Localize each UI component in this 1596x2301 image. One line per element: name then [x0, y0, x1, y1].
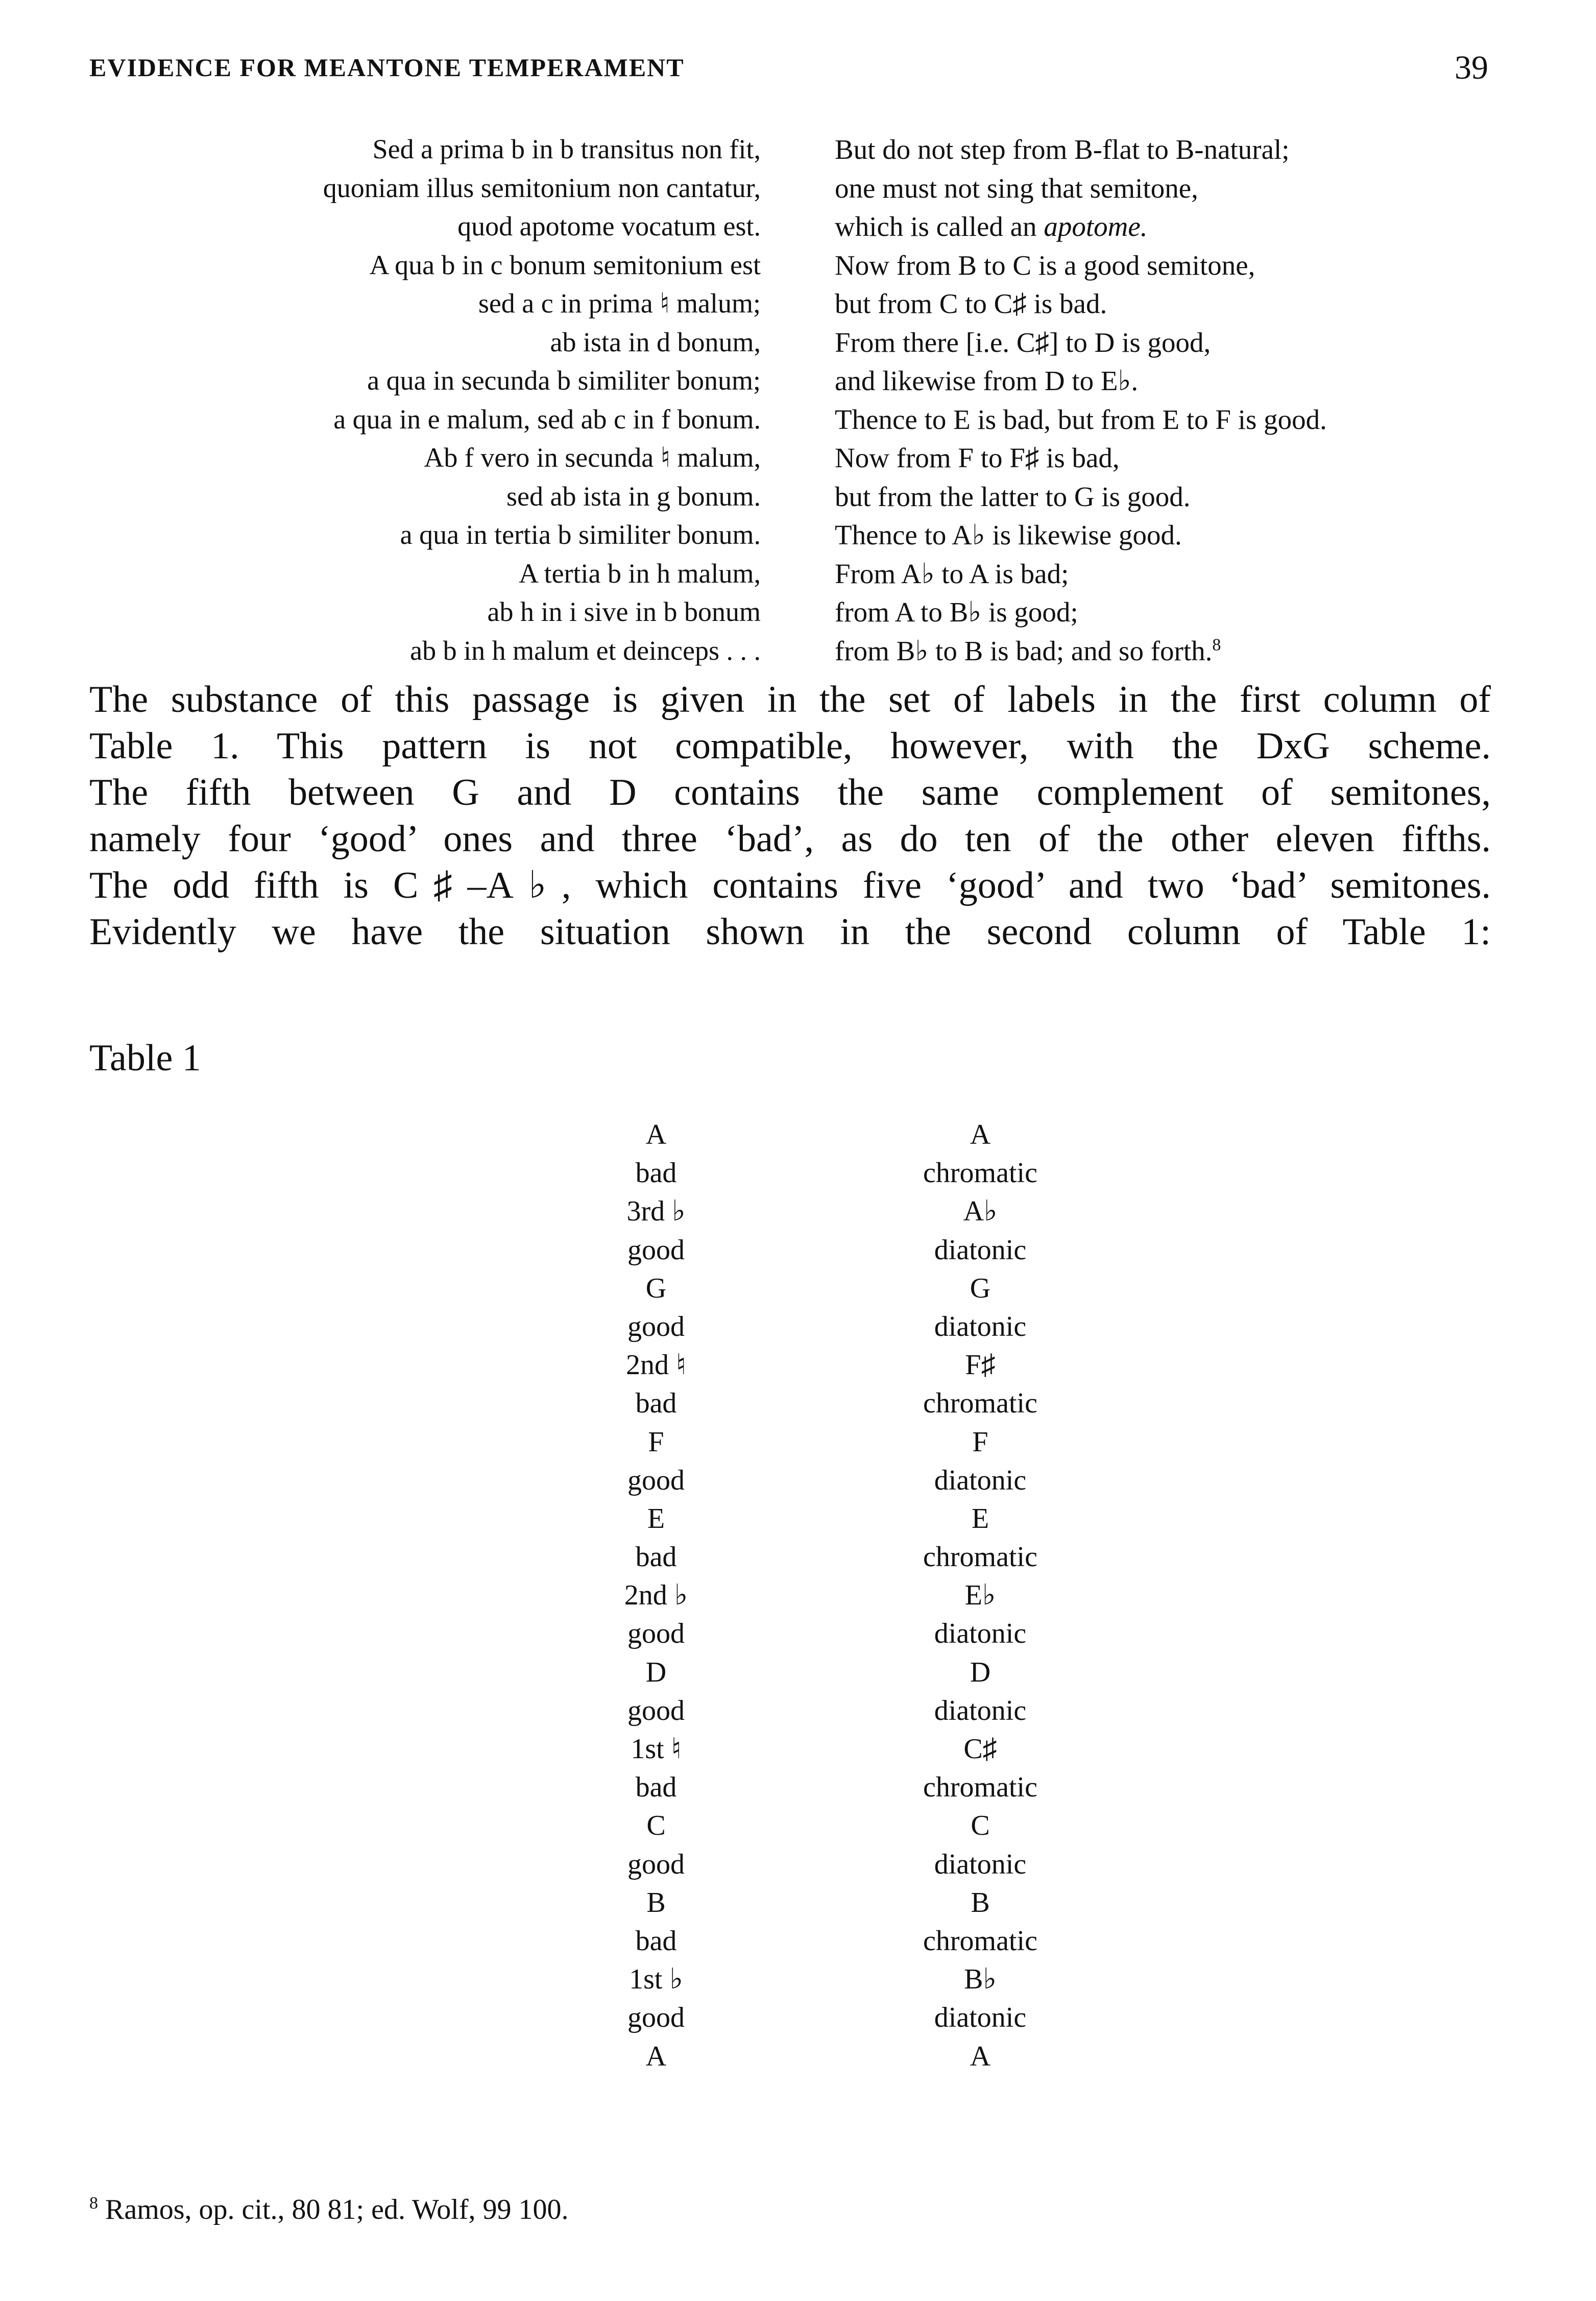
table-cell: G: [970, 1272, 991, 1304]
table-cell: G: [645, 1272, 667, 1304]
latin-line: ab b in h malum et deinceps . . .: [410, 635, 761, 666]
table-cell: D: [645, 1656, 667, 1688]
table-cell: 2nd ♭: [624, 1579, 688, 1612]
english-line: From A♭ to A is bad;: [835, 558, 1069, 589]
table-cell: A: [970, 2040, 991, 2072]
english-line: but from C to C♯ is bad.: [835, 288, 1107, 319]
table-cell: B: [971, 1886, 990, 1919]
table-cell: chromatic: [923, 1541, 1037, 1573]
table-cell: bad: [635, 1925, 677, 1957]
latin-line: ab h in i sive in b bonum: [487, 596, 761, 627]
english-translation: [835, 130, 1560, 670]
table-cell: E: [971, 1502, 989, 1535]
table-cell: good: [627, 2002, 685, 2034]
latin-line: a qua in tertia b similiter bonum.: [400, 519, 761, 550]
table-column-labels: [582, 1116, 730, 2076]
table-cell: good: [627, 1310, 685, 1343]
english-line: one must not sing that semitone,: [835, 172, 1198, 204]
table-cell: C: [971, 1810, 990, 1842]
english-line: Now from B to C is a good semitone,: [835, 249, 1255, 281]
latin-line: ab ista in d bonum,: [550, 326, 761, 357]
english-line-text: from B♭ to B is bad; and so forth.: [835, 635, 1213, 666]
table-cell: good: [627, 1694, 685, 1727]
latin-line: sed ab ista in g bonum.: [506, 481, 761, 512]
table-cell: bad: [635, 1771, 677, 1804]
table-cell: good: [627, 1848, 685, 1880]
footnote-text: Ramos, op. cit., 80 81; ed. Wolf, 99 100.: [105, 2194, 569, 2225]
table-cell: E: [647, 1502, 665, 1535]
english-line: But do not step from B-flat to B-natural;: [835, 134, 1290, 165]
table-cell: 1st ♭: [629, 1963, 683, 1996]
english-line: Thence to A♭ is likewise good.: [835, 519, 1182, 550]
english-line: but from the latter to G is good.: [835, 481, 1191, 512]
table-cell: 2nd ♮: [625, 1349, 686, 1381]
table-cell: diatonic: [934, 1848, 1027, 1880]
table-cell: good: [627, 1618, 685, 1650]
table-cell: F: [648, 1426, 664, 1458]
table-cell: bad: [635, 1541, 677, 1573]
paragraph-line: namely four ‘good’ ones and three ‘bad’, as do ten of the other eleven fifths.: [89, 818, 1491, 860]
footnote: [89, 2193, 569, 2226]
table-cell: good: [627, 1234, 685, 1266]
latin-line: A tertia b in h malum,: [519, 558, 761, 589]
table-cell: B♭: [964, 1963, 997, 1996]
footnote-reference: 8: [1212, 635, 1221, 655]
table-cell: diatonic: [934, 1234, 1027, 1266]
paragraph-line: The fifth between G and D contains the same complement of semitones,: [89, 772, 1491, 813]
english-line: [835, 632, 1560, 670]
table-cell: C♯: [963, 1733, 997, 1765]
footnote-number: 8: [89, 2194, 98, 2213]
table-cell: diatonic: [934, 1618, 1027, 1650]
body-paragraph: [89, 677, 1491, 955]
table-cell: A: [645, 1119, 667, 1150]
paragraph-line: The substance of this passage is given in the set of labels in the first column of: [89, 679, 1491, 721]
english-line: Now from F to F♯ is bad,: [835, 442, 1120, 473]
table-cell: C: [646, 1810, 666, 1842]
table-cell: E♭: [964, 1579, 996, 1612]
table-cell: diatonic: [934, 1464, 1027, 1496]
latin-line: A qua b in c bonum semitonium est: [369, 249, 761, 280]
table-cell: 1st ♮: [631, 1733, 682, 1765]
table-cell: bad: [635, 1157, 677, 1189]
table-cell: chromatic: [923, 1157, 1037, 1189]
table-cell: diatonic: [934, 1310, 1027, 1343]
table-cell: bad: [635, 1387, 677, 1420]
english-line-text: which is called an: [835, 211, 1044, 242]
table-cell: A: [970, 1119, 991, 1150]
latin-line: quoniam illus semitonium non cantatur,: [323, 172, 761, 203]
latin-line: quod apotome vocatum est.: [457, 211, 761, 242]
page-number: 39: [1455, 49, 1488, 86]
table-cell: F: [972, 1426, 988, 1458]
table-cell: diatonic: [934, 1694, 1027, 1727]
english-line: [835, 207, 1560, 246]
latin-line: a qua in secunda b similiter bonum;: [367, 365, 761, 396]
table-cell: good: [627, 1464, 685, 1496]
table-cell: diatonic: [934, 2002, 1027, 2034]
english-line: and likewise from D to E♭.: [835, 365, 1139, 396]
table-cell: chromatic: [923, 1387, 1037, 1420]
paragraph-line: Table 1. This pattern is not compatible, however, with the DxG scheme.: [89, 725, 1491, 767]
english-line: From there [i.e. C♯] to D is good,: [835, 326, 1211, 358]
latin-quote: [153, 130, 761, 670]
apotome-term: apotome.: [1044, 211, 1148, 242]
table-cell: 3rd ♭: [626, 1195, 686, 1228]
latin-line: a qua in e malum, sed ab c in f bonum.: [333, 403, 761, 435]
table-cell: A♭: [963, 1195, 998, 1228]
table-cell: chromatic: [923, 1771, 1037, 1804]
latin-line: Sed a prima b in b transitus non fit,: [372, 134, 761, 164]
paragraph-line: The odd fifth is C♯–A♭, which contains five ‘good’ and two ‘bad’ semitones.: [89, 865, 1491, 906]
running-head: [89, 49, 1488, 94]
latin-line: sed a c in prima ♮ malum;: [478, 288, 761, 319]
table-cell: chromatic: [923, 1925, 1037, 1957]
table-caption: Table 1: [89, 1037, 201, 1079]
table-cell: D: [970, 1656, 991, 1688]
paragraph-line: Evidently we have the situation shown in the second column of Table 1:: [89, 911, 1491, 953]
table-cell: B: [646, 1886, 666, 1919]
english-line: from A to B♭ is good;: [835, 596, 1078, 628]
table-cell: A: [645, 2040, 667, 2072]
running-title: EVIDENCE FOR MEANTONE TEMPERAMENT: [89, 53, 685, 82]
latin-line: Ab f vero in secunda ♮ malum,: [424, 442, 761, 473]
table-cell: F♯: [965, 1349, 996, 1381]
english-line: Thence to E is bad, but from E to F is good.: [835, 403, 1327, 435]
table-column-notes: [868, 1116, 1093, 2076]
